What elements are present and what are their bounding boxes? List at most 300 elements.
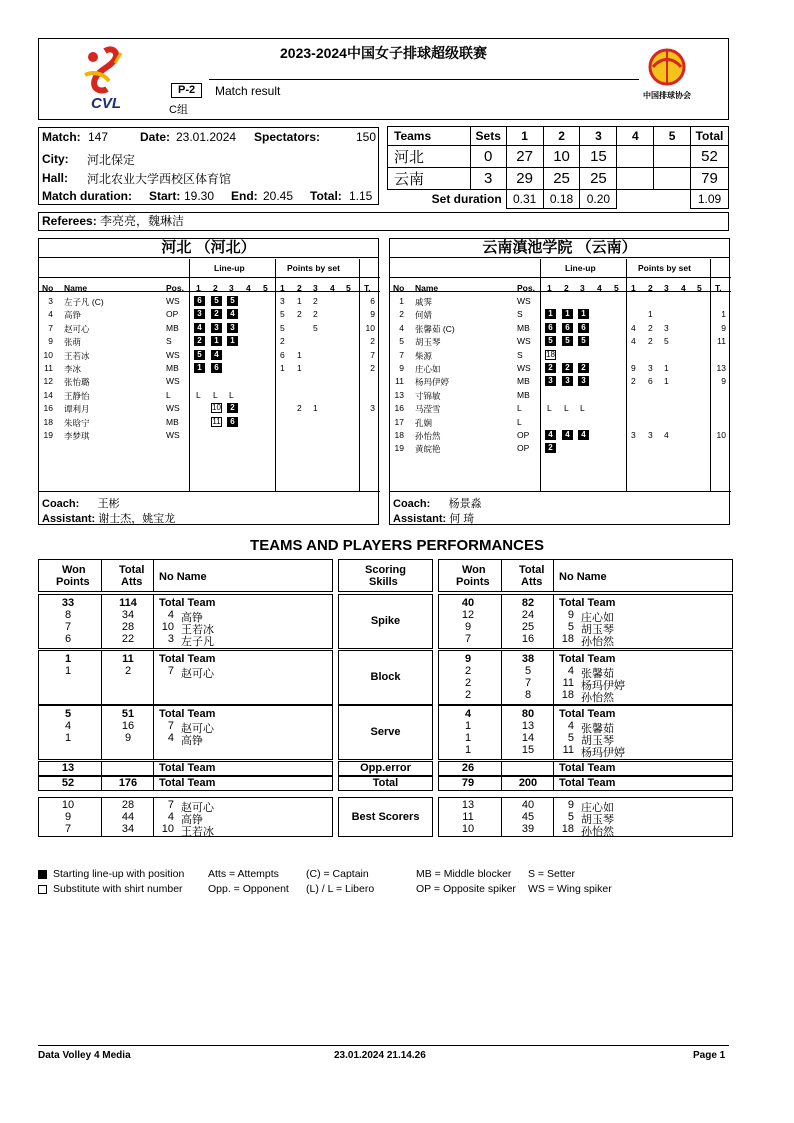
total-atts: 14	[521, 732, 535, 744]
set-duration	[654, 190, 691, 209]
grid-line	[153, 559, 154, 592]
player-position: WS	[517, 296, 531, 306]
player-name: 朱晗宁	[64, 417, 90, 428]
lineup-position: 1	[562, 309, 573, 319]
cva-logo	[637, 47, 697, 115]
coach-label: Coach:	[393, 498, 431, 510]
lineup-position: 3	[545, 376, 556, 386]
set-num-header: 3	[229, 283, 234, 293]
grid-line	[39, 277, 380, 278]
match-info	[38, 127, 379, 205]
legend-captain: (C) = Captain	[306, 868, 369, 880]
player-name: Total Team	[159, 708, 216, 720]
player-no: 7	[167, 799, 174, 811]
skill-name: Serve	[370, 726, 401, 738]
lineup-position: 5	[578, 336, 589, 346]
player-name: 赵可心	[181, 723, 214, 735]
points-by-set: 1	[313, 403, 318, 414]
total-team-label: Total Team	[159, 777, 216, 789]
player-number: 5	[399, 336, 404, 347]
player-name: 寸锦敏	[415, 390, 441, 401]
player-name: 胡玉琴	[415, 337, 441, 348]
player-position: MB	[517, 376, 530, 387]
total-points: 10	[365, 322, 375, 333]
player-position: L	[517, 403, 522, 414]
player-no: 4	[567, 665, 574, 677]
total-team-label: Total Team	[559, 762, 616, 774]
skill-name: Spike	[370, 615, 401, 627]
player-position: MB	[517, 389, 530, 400]
lineup-position: 2	[578, 363, 589, 373]
points-by-set: 3	[280, 296, 285, 306]
best-scorers-label: Best Scorers	[351, 811, 420, 823]
won-points: 40	[461, 597, 475, 609]
player-number: 9	[399, 363, 404, 373]
lineup-position: 3	[194, 309, 205, 319]
total-team-label: Total Team	[559, 777, 616, 789]
referees-label: Referees:	[42, 214, 97, 228]
player-name: Total Team	[559, 597, 616, 609]
pos-header: Pos.	[166, 283, 184, 293]
name-header: Name	[415, 283, 439, 293]
player-name: 赵可心	[181, 668, 214, 680]
set-num-header: 2	[564, 283, 569, 293]
total-points: 79	[690, 168, 728, 190]
player-number: 9	[48, 336, 53, 347]
set-num-header: 2	[297, 283, 302, 293]
won-points: 7	[64, 621, 72, 633]
player-name: 杨玛伊婷	[415, 377, 450, 388]
lineup-header: Line-up	[214, 263, 245, 273]
lineup-position: 3	[578, 376, 589, 386]
set-duration-row	[388, 190, 729, 209]
lineup-position: 1	[578, 309, 589, 319]
match-date: 23.01.2024	[176, 130, 237, 144]
lineup-position: 4	[562, 430, 573, 440]
points-header: Points	[56, 576, 90, 588]
player-row	[390, 309, 731, 322]
total-atts: 5	[524, 665, 532, 677]
points-by-set: 6	[648, 376, 653, 387]
set-duration: 0.20	[580, 190, 617, 209]
total-atts: 82	[521, 597, 535, 609]
player-name: 李冰	[64, 364, 82, 374]
won-points: 1	[464, 732, 472, 744]
player-row	[39, 390, 380, 403]
player-number: 17	[394, 416, 404, 427]
player-name: 张萌	[64, 337, 82, 348]
lineup-position: 11	[212, 416, 221, 426]
set-duration	[617, 190, 654, 209]
total-atts: 7	[524, 677, 532, 689]
teams-header: Teams	[388, 127, 471, 146]
player-no: 10	[161, 823, 174, 835]
total-points: 7	[370, 349, 375, 360]
report-title: 2023-2024中国女子排球超级联赛	[280, 45, 487, 61]
t-header: T.	[364, 283, 371, 293]
lineup-position: 5	[227, 296, 238, 306]
set4-header: 4	[617, 127, 654, 146]
set-score: 29	[506, 168, 543, 190]
player-number: 12	[43, 376, 53, 387]
lineup-position: 5	[211, 296, 222, 306]
total-atts: 114	[119, 597, 137, 609]
sets-won: 0	[470, 146, 506, 168]
player-number: 19	[394, 443, 404, 454]
report-header	[38, 38, 729, 120]
set-duration: 0.18	[543, 190, 580, 209]
lineup-position: 2	[194, 336, 205, 346]
total-atts: 16	[121, 720, 135, 732]
player-no: 4	[567, 720, 574, 732]
grid-line	[153, 761, 154, 776]
libero-mark: L	[547, 403, 552, 414]
player-position: WS	[166, 376, 180, 387]
points-by-set: 5	[280, 309, 285, 320]
lineup-position: 5	[194, 350, 205, 360]
lineup-position: 4	[545, 430, 556, 440]
player-number: 7	[399, 349, 404, 360]
player-name: 左子凡	[181, 636, 214, 648]
grid-line	[553, 761, 554, 776]
won-points: 9	[464, 621, 472, 633]
set-score: 15	[580, 146, 617, 168]
total-points: 2	[370, 363, 375, 373]
player-name: 庄心如	[581, 612, 614, 624]
player-name: 何婧	[415, 310, 433, 321]
player-name: 高铮	[181, 735, 203, 747]
set-num-header: 1	[280, 283, 285, 293]
group-label: C组	[169, 104, 188, 116]
won-points: 2	[464, 689, 472, 701]
scoring-header: Scoring	[365, 564, 406, 576]
player-row	[390, 376, 731, 389]
score-row	[388, 146, 729, 168]
performances-title: TEAMS AND PLAYERS PERFORMANCES	[250, 537, 544, 554]
team-b-assistant	[393, 510, 474, 526]
coach-name: 杨景淼	[448, 498, 482, 510]
total-points: 6	[370, 296, 375, 306]
set-score	[617, 146, 654, 168]
grid-line	[101, 761, 102, 776]
player-name: 谭利月	[64, 404, 90, 415]
player-row	[39, 403, 380, 416]
player-position: WS	[166, 403, 180, 414]
player-row	[39, 350, 380, 363]
player-number: 16	[394, 403, 404, 414]
player-row	[390, 323, 731, 336]
player-row	[39, 363, 380, 376]
set-num-header: 3	[580, 283, 585, 293]
player-name: 李梦琪	[64, 431, 90, 441]
total-duration-cell: 1.09	[690, 190, 728, 209]
set-num-header: 4	[681, 283, 686, 293]
lineup-position: 4	[227, 309, 238, 319]
won-points: 1	[64, 653, 72, 665]
player-no: 7	[167, 665, 174, 677]
end-label: End:	[231, 189, 258, 203]
player-position: WS	[517, 363, 531, 373]
lineup-position: 3	[211, 323, 222, 333]
total-atts: 25	[521, 621, 535, 633]
grid-line	[501, 761, 502, 776]
assistant-name: 谢士杰，姚宝龙	[98, 513, 176, 525]
won-points: 13	[461, 799, 475, 811]
points-by-set: 4	[631, 322, 636, 333]
legend-opp: Opp. = Opponent	[208, 883, 289, 895]
total-atts: 200	[518, 777, 538, 789]
player-row	[390, 443, 731, 456]
player-no: 3	[167, 633, 174, 645]
won-points: 2	[464, 665, 472, 677]
points-by-set: 3	[631, 430, 636, 440]
referees-names: 李亮亮，魏琳洁	[100, 214, 185, 228]
player-number: 18	[394, 430, 404, 440]
total-atts: 45	[521, 811, 535, 823]
player-name: 黄皖艳	[415, 444, 441, 455]
match-label: Match:	[42, 130, 81, 144]
total-points: 2	[370, 336, 375, 347]
player-name: 赵可心	[64, 323, 90, 334]
player-name: 王静怡	[64, 390, 90, 401]
player-number: 11	[44, 363, 53, 373]
team-name: 云南	[388, 168, 471, 190]
cvl-logo-text: CVL	[91, 95, 121, 112]
player-name: 孙怡然	[581, 636, 614, 648]
won-points: 7	[464, 633, 472, 645]
team-a-assistant	[42, 510, 175, 526]
lineup-position: 1	[545, 309, 556, 319]
player-name: 张馨茹	[581, 723, 614, 735]
points-by-set: 2	[280, 336, 285, 347]
total-atts: 22	[121, 633, 135, 645]
player-row	[390, 350, 731, 363]
player-no: 10	[161, 621, 174, 633]
no-header: No	[393, 283, 405, 293]
won-points: 33	[61, 597, 75, 609]
player-number: 4	[399, 322, 404, 333]
set-score: 10	[543, 146, 580, 168]
player-name: 庄心如	[415, 364, 441, 374]
total-atts: 39	[521, 823, 535, 835]
start-time: 19.30	[184, 189, 215, 203]
points-by-set: 3	[648, 430, 653, 440]
player-no: 11	[562, 744, 574, 756]
atts-header: Atts	[121, 576, 143, 588]
won-points: 11	[462, 811, 474, 823]
player-position: MB	[166, 363, 179, 373]
total-atts: 28	[121, 621, 135, 633]
lineup-position: 5	[562, 336, 573, 346]
player-number: 18	[43, 416, 53, 427]
player-name: 张馨茹 (C)	[415, 323, 455, 334]
set-score: 27	[506, 146, 543, 168]
player-position: MB	[166, 322, 179, 333]
legend-mb: MB = Middle blocker	[416, 868, 512, 880]
won-points: 8	[64, 609, 72, 621]
player-no: 7	[167, 720, 174, 732]
pos-header: Pos.	[517, 283, 535, 293]
total-atts: 51	[121, 708, 135, 720]
player-number: 10	[43, 349, 53, 360]
total-header: Total	[519, 564, 545, 576]
player-row	[390, 363, 731, 376]
player-number: 2	[399, 309, 404, 320]
player-name: 王若冰	[181, 624, 214, 636]
player-no: 5	[567, 811, 574, 823]
legend-atts: Atts = Attempts	[208, 868, 279, 880]
player-number: 11	[395, 376, 404, 387]
libero-mark: L	[229, 389, 234, 400]
doc-type: Match result	[215, 84, 281, 98]
won-points: 6	[64, 633, 72, 645]
set-num-header: 3	[313, 283, 318, 293]
player-name: 马滢雪	[415, 404, 441, 415]
libero-mark: L	[196, 389, 201, 400]
player-number: 4	[48, 309, 53, 320]
legend-starting: Starting line-up with position	[53, 868, 185, 880]
set-score	[617, 168, 654, 190]
player-name: 张馨茹	[581, 668, 614, 680]
player-no: 5	[567, 621, 574, 633]
lineup-position: 2	[227, 403, 238, 413]
lineup-position: 2	[545, 443, 556, 453]
legend-substitute: Substitute with shirt number	[53, 883, 183, 895]
won-header: Won	[462, 564, 486, 576]
points-by-set: 5	[664, 336, 669, 347]
points-by-set: 1	[648, 309, 653, 320]
total-atts: 16	[521, 633, 535, 645]
player-name: 高铮	[64, 310, 82, 321]
lineup-header: Line-up	[565, 263, 596, 273]
player-position: WS	[166, 296, 180, 306]
player-name: 左子凡 (C)	[64, 297, 104, 307]
player-position: L	[166, 389, 171, 400]
t-header: T.	[715, 283, 722, 293]
sets-header: Sets	[470, 127, 506, 146]
points-by-set: 5	[313, 322, 318, 333]
points-by-set: 4	[664, 430, 669, 440]
lineup-position: 3	[562, 376, 573, 386]
won-points: 10	[461, 823, 475, 835]
won-points: 79	[461, 777, 475, 789]
lineup-position: 6	[227, 417, 238, 427]
lineup-position: 1	[194, 363, 205, 373]
won-points: 13	[61, 762, 75, 774]
set-num-header: 5	[697, 283, 702, 293]
won-points: 4	[64, 720, 72, 732]
lineup-position: 1	[211, 336, 222, 346]
player-row	[39, 430, 380, 443]
player-position: OP	[517, 430, 530, 440]
lineup-position: 4	[211, 350, 222, 360]
set-score	[654, 146, 691, 168]
set-num-header: 3	[664, 283, 669, 293]
skill-name: Block	[370, 671, 401, 683]
total-atts: 24	[521, 609, 535, 621]
set-duration: 0.31	[506, 190, 543, 209]
won-points: 1	[64, 732, 72, 744]
won-points: 12	[461, 609, 475, 621]
won-points: 1	[64, 665, 72, 677]
player-no: 18	[561, 689, 574, 701]
won-points: 9	[464, 653, 472, 665]
points-by-set: 2	[313, 296, 318, 306]
no-header: No	[42, 283, 54, 293]
total-atts: 176	[118, 777, 138, 789]
set-num-header: 5	[263, 283, 268, 293]
grid-line	[39, 291, 380, 292]
player-row	[390, 430, 731, 443]
player-name: 高铮	[181, 612, 203, 624]
name-header: Name	[64, 283, 88, 293]
player-position: WS	[166, 349, 180, 360]
total-points: 1	[721, 309, 726, 320]
grid-line	[553, 559, 554, 592]
total-label: Total:	[310, 189, 342, 203]
libero-mark: L	[580, 403, 585, 414]
grid-line	[39, 491, 380, 492]
hall-label: Hall:	[42, 171, 69, 185]
points-header: Points by set	[638, 263, 691, 273]
footer-timestamp: 23.01.2024 21.14.26	[334, 1050, 426, 1061]
player-name: 戚霁	[415, 297, 433, 307]
grid-line	[390, 291, 731, 292]
set2-header: 2	[543, 127, 580, 146]
total-atts: 15	[521, 744, 535, 756]
points-header: Points by set	[287, 263, 340, 273]
team-b-lineup	[389, 238, 730, 525]
player-row	[390, 417, 731, 430]
lineup-position: 6	[194, 296, 205, 306]
won-points: 4	[464, 708, 472, 720]
points-by-set: 2	[631, 376, 636, 387]
substitute-swatch	[38, 885, 47, 894]
end-time: 20.45	[263, 189, 294, 203]
set-num-header: 4	[330, 283, 335, 293]
player-position: WS	[166, 430, 180, 440]
player-number: 1	[399, 296, 404, 306]
total-atts: 34	[121, 609, 135, 621]
won-points: 9	[64, 811, 72, 823]
referees-bar	[38, 212, 729, 231]
assistant-label: Assistant:	[393, 513, 447, 525]
player-name: 孙怡然	[415, 431, 441, 441]
total-atts: 11	[122, 653, 134, 665]
points-by-set: 1	[297, 349, 302, 360]
set-num-header: 1	[547, 283, 552, 293]
won-points: 52	[61, 777, 75, 789]
starting-lineup-swatch	[38, 870, 47, 879]
points-by-set: 9	[631, 363, 636, 373]
duration-label: Match duration:	[42, 189, 132, 203]
legend-op: OP = Opposite spiker	[416, 883, 516, 895]
summary-label: Total	[372, 777, 399, 789]
legend-libero: (L) / L = Libero	[306, 883, 375, 895]
lineup-position: 2	[211, 309, 222, 319]
points-by-set: 1	[664, 376, 669, 387]
sets-won: 3	[470, 168, 506, 190]
lineup-position: 18	[546, 349, 555, 359]
player-number: 7	[48, 322, 53, 333]
points-by-set: 1	[664, 363, 669, 373]
lineup-position: 1	[227, 336, 238, 346]
team-b-name: 云南滇池学院 （云南）	[390, 239, 729, 258]
lineup-position: 6	[562, 323, 573, 333]
total-atts: 38	[521, 653, 535, 665]
lineup-position: 10	[212, 403, 221, 413]
set-num-header: 4	[246, 283, 251, 293]
